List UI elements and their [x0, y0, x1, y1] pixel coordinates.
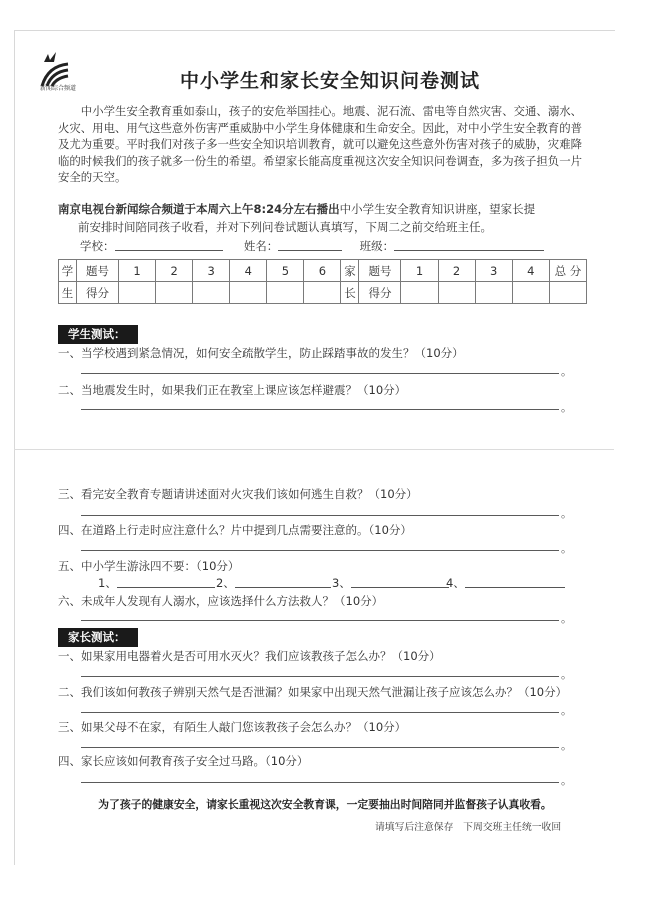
- closing-statement: 为了孩子的健康安全，请家长重视这次安全教育课，一定要抽出时间陪同并监督孩子认真收看。: [98, 798, 552, 811]
- answer-line[interactable]: [81, 409, 559, 410]
- score-cell[interactable]: [193, 282, 230, 304]
- score-cell[interactable]: [267, 282, 304, 304]
- total-header-cell: 总 分: [549, 260, 586, 282]
- student-question-6: 六、未成年人发现有人溺水，应该选择什么方法救人？（10分）: [58, 594, 384, 608]
- student-question-3: 三、看完安全教育专题请讲述面对火灾我们该如何逃生自救？（10分）: [58, 487, 418, 501]
- period-mark: 。: [561, 704, 572, 717]
- period-mark: 。: [561, 774, 572, 787]
- logo-caption: 新闻综合频道: [40, 85, 77, 92]
- score-cell[interactable]: [401, 282, 438, 304]
- period-mark: 。: [561, 365, 572, 378]
- answer-line[interactable]: [81, 373, 559, 374]
- parent-question-2: 二、我们该如何教孩子辨别天然气是否泄漏？如果家中出现天然气泄漏让孩子应该怎么办？（10分）: [58, 685, 568, 699]
- student-number-cell: 2: [156, 260, 193, 282]
- answer-line[interactable]: [81, 620, 559, 621]
- parent-label-cell: 家: [341, 260, 359, 282]
- score-cell[interactable]: [230, 282, 267, 304]
- score-header-cell: 得分: [77, 282, 119, 304]
- footnote: 请填写后注意保存 下周交班主任统一收回: [375, 822, 562, 833]
- parent-question-4: 四、家长应该如何教育孩子安全过马路。（10分）: [58, 754, 309, 768]
- score-cell[interactable]: [119, 282, 156, 304]
- student-number-cell: 6: [304, 260, 341, 282]
- parent-number-cell: 3: [475, 260, 512, 282]
- broadcast-notice: [58, 200, 588, 236]
- answer-line[interactable]: [81, 747, 559, 748]
- answer-line[interactable]: [81, 515, 559, 516]
- period-mark: 。: [561, 739, 572, 752]
- score-cell[interactable]: [156, 282, 193, 304]
- student-question-2: 二、当地震发生时，如果我们正在教室上课应该怎样避震？（10分）: [58, 383, 407, 397]
- period-mark: 。: [561, 668, 572, 681]
- score-cell[interactable]: [475, 282, 512, 304]
- period-mark: 。: [561, 507, 572, 520]
- notice-highlight: 南京电视台新闻综合频道于本周六上午8:24分左右播出: [58, 202, 340, 216]
- student-info-line: [80, 238, 560, 254]
- parent-number-cell: 2: [438, 260, 475, 282]
- student-number-cell: 1: [119, 260, 156, 282]
- notice-text-line2: 前安排时间陪同孩子收看，并对下列问卷试题认真填写，下周二之前交给班主任。: [78, 220, 492, 234]
- parent-number-cell: 1: [401, 260, 438, 282]
- answer-line[interactable]: [81, 782, 559, 783]
- total-score-cell[interactable]: [549, 282, 586, 304]
- school-label: 学校：: [80, 239, 115, 253]
- score-header-cell: 得分: [359, 282, 401, 304]
- parent-question-3: 三、如果父母不在家，有陌生人敲门您该教孩子会怎么办？（10分）: [58, 720, 407, 734]
- question-header-cell: 题号: [77, 260, 119, 282]
- score-cell[interactable]: [304, 282, 341, 304]
- swim-blank-2[interactable]: 2、: [216, 575, 331, 591]
- table-row: [59, 260, 587, 282]
- swim-blank-1[interactable]: 1、: [98, 575, 215, 591]
- name-field[interactable]: [278, 240, 342, 251]
- score-table: [58, 259, 587, 304]
- student-label-cell: 生: [59, 282, 77, 304]
- parent-section-badge: 家长测试：: [58, 628, 138, 647]
- table-row: [59, 282, 587, 304]
- parent-question-1: 一、如果家用电器着火是否可用水灭火？我们应该教孩子怎么办？（10分）: [58, 649, 441, 663]
- student-question-1: 一、当学校遇到紧急情况，如何安全疏散学生，防止踩踏事故的发生？（10分）: [58, 346, 464, 360]
- score-cell[interactable]: [438, 282, 475, 304]
- student-number-cell: 4: [230, 260, 267, 282]
- period-mark: 。: [561, 542, 572, 555]
- answer-line[interactable]: [81, 712, 559, 713]
- name-label: 姓名：: [243, 239, 279, 253]
- page-title: 中小学生和家长安全知识问卷测试: [179, 70, 480, 92]
- intro-paragraph: 中小学生安全教育重如泰山，孩子的安危举国挂心。地震、泥石流、雷电等自然灾害、交通、溺水、火灾、用电、用气这些意外伤害严重威胁中小学生身体健康和生命安全。因此，对中小学生安全教育的普及尤为重要。平时我们对孩子多一些安全知识培训教育，就可以避免这些意外伤害对孩子的威胁，灾难降临的时候我们的孩子就多一份生的希望。希望家长能高度重视这次安全知识问卷调查，多为孩子担负一片安全的天空。: [58, 104, 582, 185]
- answer-line[interactable]: [81, 550, 559, 551]
- swim-blank-4[interactable]: 4、: [446, 575, 565, 591]
- fold-line: [14, 449, 614, 450]
- class-field[interactable]: [394, 240, 544, 251]
- parent-label-cell: 长: [341, 282, 359, 304]
- score-cell[interactable]: [512, 282, 549, 304]
- parent-number-cell: 4: [512, 260, 549, 282]
- student-question-5: 五、中小学生游泳四不要：（10分）: [58, 559, 240, 573]
- school-field[interactable]: [115, 240, 223, 251]
- swim-blank-3[interactable]: 3、: [332, 575, 449, 591]
- student-question-4: 四、在道路上行走时应注意什么？片中提到几点需要注意的。（10分）: [58, 523, 412, 537]
- period-mark: 。: [561, 612, 572, 625]
- student-number-cell: 5: [267, 260, 304, 282]
- class-label: 班级：: [359, 239, 395, 253]
- answer-line[interactable]: [81, 676, 559, 677]
- student-section-badge: 学生测试：: [58, 325, 138, 344]
- notice-text: 中小学生安全教育知识讲座，望家长提: [339, 202, 536, 216]
- question-header-cell: 题号: [359, 260, 401, 282]
- student-label-cell: 学: [59, 260, 77, 282]
- student-number-cell: 3: [193, 260, 230, 282]
- period-mark: 。: [561, 401, 572, 414]
